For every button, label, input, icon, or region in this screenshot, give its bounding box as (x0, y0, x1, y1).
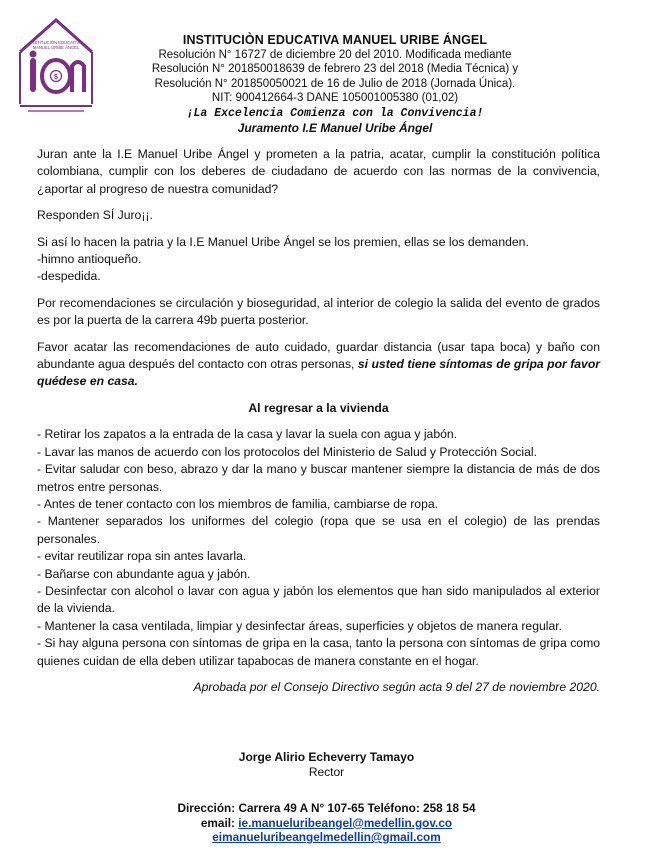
oath-title: Juramento I.E Manuel Uribe Ángel (237, 120, 433, 135)
list-item: - Retirar los zapatos a la entrada de la casa y lavar la suela con agua y jabón. (37, 427, 458, 442)
email-label: email: (200, 815, 239, 830)
care-paragraph (37, 339, 600, 391)
school-logo-icon (14, 14, 98, 118)
letterhead (0, 0, 653, 142)
list-item: - Desinfectar con alcohol o lavar con agua y jabón los elementos que han sido manipulados al exterior de la vivienda. (37, 583, 600, 616)
list-item: - Si hay alguna persona con síntomas de gripa en la casa, tanto la persona con síntomas de gripa como quienes cuidan de ella deben utilizar tapabocas de manera constante en el hogar. (37, 636, 600, 668)
resolution-line-1: Resolución N° 16727 de diciembre 20 del 2010. Modificada mediante (158, 48, 512, 61)
care-text: Favor acatar las recomendaciones de auto cuidado, guardar distancia (usar tapa boca) y baño con abundante agua después del contacto con otras personas, (37, 339, 600, 372)
email-link-2[interactable]: eimanueluribeangelmedellin@gmail.com (212, 830, 441, 845)
list-item: - Evitar saludar con beso, abrazo y dar la mano y buscar mantener siempre la distancia de más de dos metros entre personas. (37, 462, 600, 494)
anthem-line: -himno antioqueño. (37, 252, 142, 267)
respond-paragraph: Responden SÍ Juro¡¡. (37, 208, 153, 223)
email-link-1[interactable]: ie.manueluribeangel@medellin.gov.co (238, 815, 453, 830)
list-item: - Mantener la casa ventilada, limpiar y desinfectar áreas, superficies y objetos de manera regular. (37, 618, 563, 633)
footer (0, 801, 653, 845)
list-item: - Bañarse con abundante agua y jabón. (37, 566, 251, 581)
circulation-paragraph: Por recomendaciones se circulación y bioseguridad, al interior de colegio la salida del evento de grados es por la puerta de la carrera 49b puerta posterior. (37, 295, 600, 328)
motto: ¡La Excelencia Comienza con la Convivencia! (186, 106, 484, 120)
address-phone: Dirección: Carrera 49 A N° 107-65 Teléfono: 258 18 54 (177, 801, 476, 815)
home-return-list (37, 426, 600, 670)
care-emphasis: si usted tiene síntomas de gripa por favor quédese en casa. (37, 357, 601, 389)
program-block (37, 234, 600, 286)
list-item: - Lavar las manos de acuerdo con los protocolos del Ministerio de Salud y Protección Social. (37, 444, 537, 459)
email-line (0, 816, 653, 831)
resolution-line-2: Resolución N° 201850018639 de febrero 23 del 2018 (Media Técnica) y (151, 63, 519, 76)
section-title: Al regresar a la vivienda (248, 400, 389, 415)
email-line-2 (0, 830, 653, 845)
list-item: - Antes de tener contacto con los miembros de familia, cambiarse de ropa. (37, 496, 439, 511)
list-item: - evitar reutilizar ropa sin antes lavarla. (37, 549, 247, 564)
signer-name: Jorge Alirio Echeverry Tamayo (238, 750, 415, 764)
list-item: - Mantener separados los uniformes del colegio (ropa que se usa en el colegio) de las prendas personales. (37, 514, 600, 546)
approval-note: Aprobada por el Consejo Directivo según acta 9 del 27 de noviembre 2020. (193, 679, 600, 694)
if-so-line: Si así lo hacen la patria y la I.E Manuel Uribe Ángel se los premien, ellas se los demanden. (37, 234, 529, 249)
resolution-line-3: Resolución N° 201850050021 de 16 de Julio de 2018 (Jornada Única). (154, 77, 516, 90)
svg-text:MANUEL URIBE ÁNGEL: MANUEL URIBE ÁNGEL (32, 45, 80, 50)
svg-text:$: $ (54, 74, 58, 81)
signer-role: Rector (308, 765, 345, 779)
institution-name: INSTITUCIÒN EDUCATIVA MANUEL URIBE ÁNGEL (182, 33, 488, 47)
nit-dane: NIT: 900412664-3 DANE 105001005380 (01,02) (211, 92, 459, 105)
signature-block (0, 750, 653, 780)
letterhead-text (95, 33, 575, 135)
svg-text:INSTITUCIÓN EDUCATIVA: INSTITUCIÓN EDUCATIVA (30, 40, 82, 45)
farewell-line: -despedida. (37, 269, 101, 284)
oath-paragraph: Juran ante la I.E Manuel Uribe Ángel y prometen a la patria, acatar, cumplir la constitución política colombiana, cumplir con los deberes de ciudadano de acuerdo con las normas de la convivencia, ¿aportar al progreso de nuestra comunidad? (37, 147, 600, 196)
document-body (37, 146, 600, 705)
